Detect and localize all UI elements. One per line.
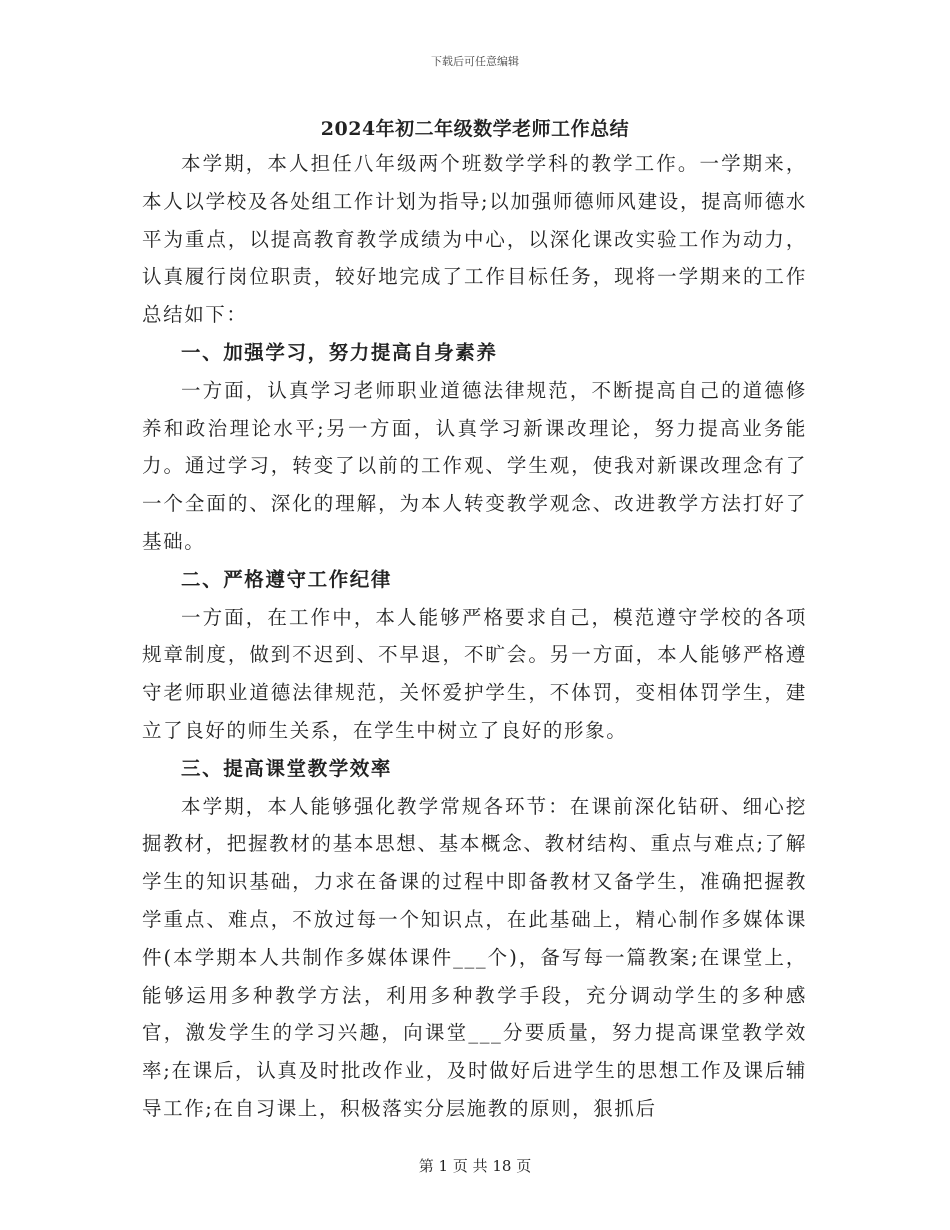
document-body <box>142 145 807 1128</box>
section-paragraph-3: 本学期，本人能够强化教学常规各环节：在课前深化钻研、细心挖掘教材，把握教材的基本思想、基本概念、教材结构、重点与难点;了解学生的知识基础，力求在备课的过程中即备教材又备学生，准确把握教学重点、难点，不放过每一个知识点，在此基础上，精心制作多媒体课件(本学期本人共制作多媒体课件___个)，备写每一篇教案;在课堂上，能够运用多种教学方法，利用多种教学手段，充分调动学生的多种感官，激发学生的学习兴趣，向课堂___分要质量，努力提高课堂教学效率;在课后，认真及时批改作业，及时做好后进学生的思想工作及课后辅导工作;在自习课上，积极落实分层施教的原则，狠抓后 <box>142 794 807 1120</box>
section-heading-2: 二、严格遵守工作纪律 <box>181 567 393 591</box>
section-heading-1: 一、加强学习，努力提高自身素养 <box>181 340 498 364</box>
header-note: 下载后可任意编辑 <box>431 55 519 68</box>
section-heading-3: 三、提高课堂教学效率 <box>181 756 393 780</box>
section-paragraph-1: 一方面，认真学习老师职业道德法律规范，不断提高自己的道德修养和政治理论水平;另一方面，认真学习新课改理论，努力提高业务能力。通过学习，转变了以前的工作观、学生观，使我对新课改理念有了一个全面的、深化的理解，为本人转变教学观念、改进教学方法打好了基础。 <box>142 378 807 553</box>
intro-paragraph: 本学期，本人担任八年级两个班数学学科的教学工作。一学期来，本人以学校及各处组工作计划为指导;以加强师德师风建设，提高师德水平为重点，以提高教育教学成绩为中心，以深化课改实验工作为动力，认真履行岗位职责，较好地完成了工作目标任务，现将一学期来的工作总结如下： <box>142 152 807 327</box>
section-paragraph-2: 一方面，在工作中，本人能够严格要求自己，模范遵守学校的各项规章制度，做到不迟到、不早退，不旷会。另一方面，本人能够严格遵守老师职业道德法律规范，关怀爱护学生，不体罚，变相体罚学生，建立了良好的师生关系，在学生中树立了良好的形象。 <box>142 605 807 742</box>
page-number: 第 1 页 共 18 页 <box>418 1157 532 1175</box>
document-title: 2024年初二年级数学老师工作总结 <box>320 118 630 140</box>
